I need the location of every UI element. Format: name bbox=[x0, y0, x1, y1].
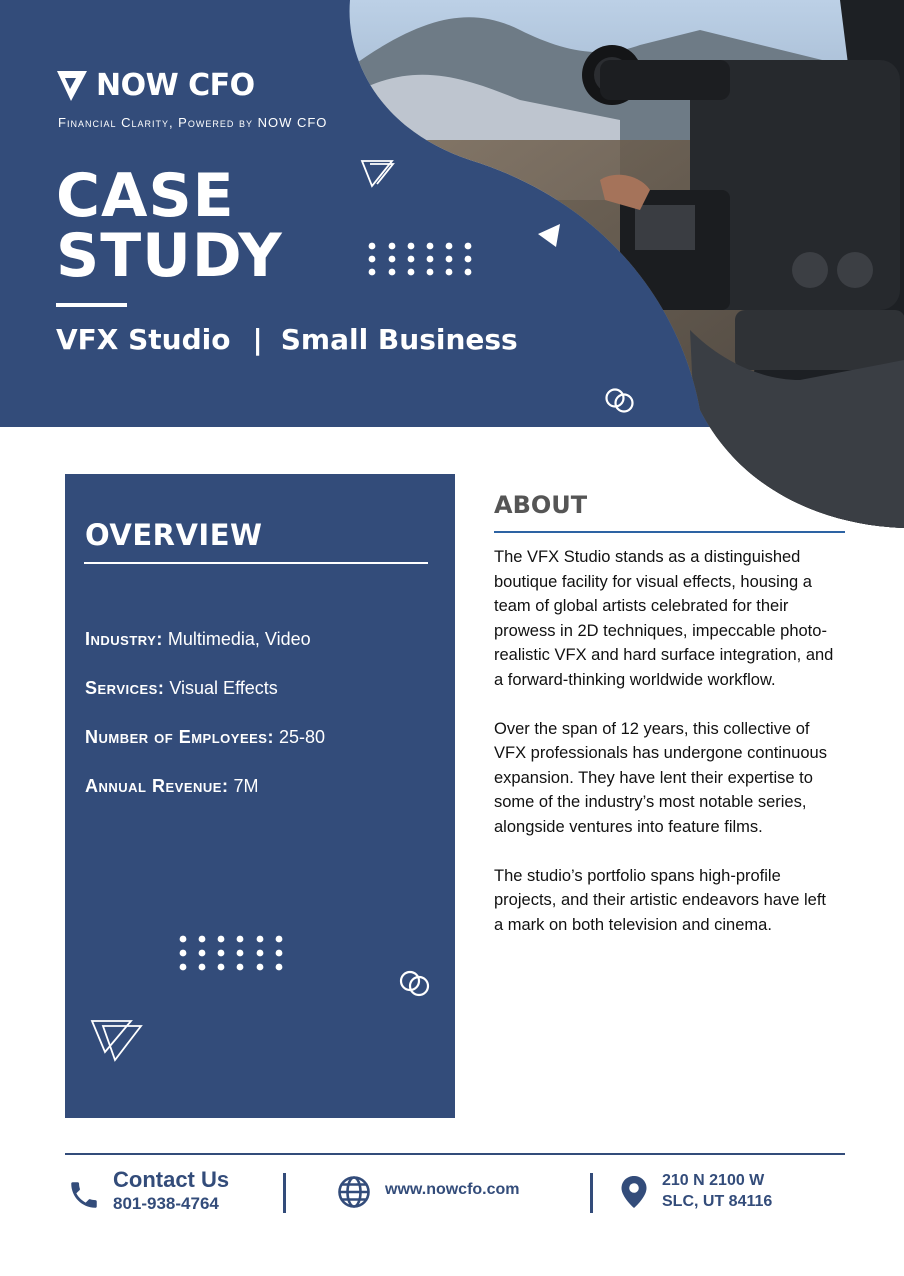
about-paragraph: The studio’s portfolio spans high-profile projects, and their artistic endeavors have left a mark on both television and cinema. bbox=[494, 866, 827, 934]
about-paragraph: The VFX Studio stands as a distinguished boutique facility for visual effects, housing a team of global artists celebrated for their prowess in 2D techniques, impeccable photo-realistic VFX and hard surface integration, and a forward-thinking worldwide workflow. bbox=[494, 548, 834, 689]
fact-value: 7M bbox=[233, 776, 259, 796]
address-line1: 210 N 2100 W bbox=[662, 1172, 765, 1189]
about-underline bbox=[494, 531, 845, 533]
address-line2: SLC, UT 84116 bbox=[662, 1193, 773, 1210]
subtitle-client: VFX Studio bbox=[56, 323, 231, 356]
location-pin-icon bbox=[620, 1175, 648, 1209]
fact-label: Number of Employees: bbox=[85, 727, 274, 747]
subtitle-separator: | bbox=[252, 323, 263, 356]
fact-label: Industry: bbox=[85, 629, 163, 649]
contact-title: Contact Us bbox=[113, 1167, 230, 1192]
fact-value: Visual Effects bbox=[169, 678, 278, 698]
about-title: ABOUT bbox=[494, 491, 588, 519]
fact-value: 25-80 bbox=[278, 727, 326, 747]
globe-icon bbox=[337, 1175, 371, 1209]
contact-phone[interactable]: 801-938-4764 bbox=[113, 1194, 219, 1213]
triangle-outline-icon bbox=[92, 1021, 141, 1060]
fact-label: Services: bbox=[85, 678, 165, 698]
footer-separator bbox=[590, 1173, 593, 1213]
subtitle-segment: Small Business bbox=[280, 323, 518, 356]
footer-separator bbox=[283, 1173, 286, 1213]
fact-employees bbox=[85, 727, 325, 748]
overview-decorations bbox=[65, 920, 455, 1080]
now-cfo-logo-icon bbox=[56, 69, 90, 103]
fact-services bbox=[85, 678, 278, 699]
title-underline bbox=[56, 303, 127, 307]
fact-value: Multimedia, Video bbox=[167, 629, 311, 649]
about-body bbox=[494, 545, 839, 962]
overview-underline bbox=[84, 562, 428, 564]
page-title-line1: CASE bbox=[56, 161, 235, 231]
fact-revenue bbox=[85, 776, 258, 797]
page-subtitle bbox=[56, 323, 518, 356]
phone-icon bbox=[67, 1178, 101, 1212]
overview-title: OVERVIEW bbox=[85, 518, 263, 552]
brand-tagline: Financial Clarity, Powered by NOW CFO bbox=[58, 115, 328, 130]
brand-logo bbox=[56, 68, 255, 103]
website-link[interactable]: www.nowcfo.com bbox=[385, 1181, 520, 1198]
logo-text: NOW CFO bbox=[96, 68, 255, 103]
fact-label: Annual Revenue: bbox=[85, 776, 229, 796]
fact-industry bbox=[85, 629, 311, 650]
page-title-line2: STUDY bbox=[56, 221, 283, 291]
about-paragraph: Over the span of 12 years, this collective of VFX professionals has undergone continuous expansion. They have lent their expertise to some of the industry’s most notable series, alongside ventures into feature films. bbox=[494, 719, 827, 836]
rings-icon bbox=[401, 972, 428, 995]
dot-grid-decoration bbox=[180, 936, 283, 971]
footer-divider bbox=[65, 1153, 845, 1155]
